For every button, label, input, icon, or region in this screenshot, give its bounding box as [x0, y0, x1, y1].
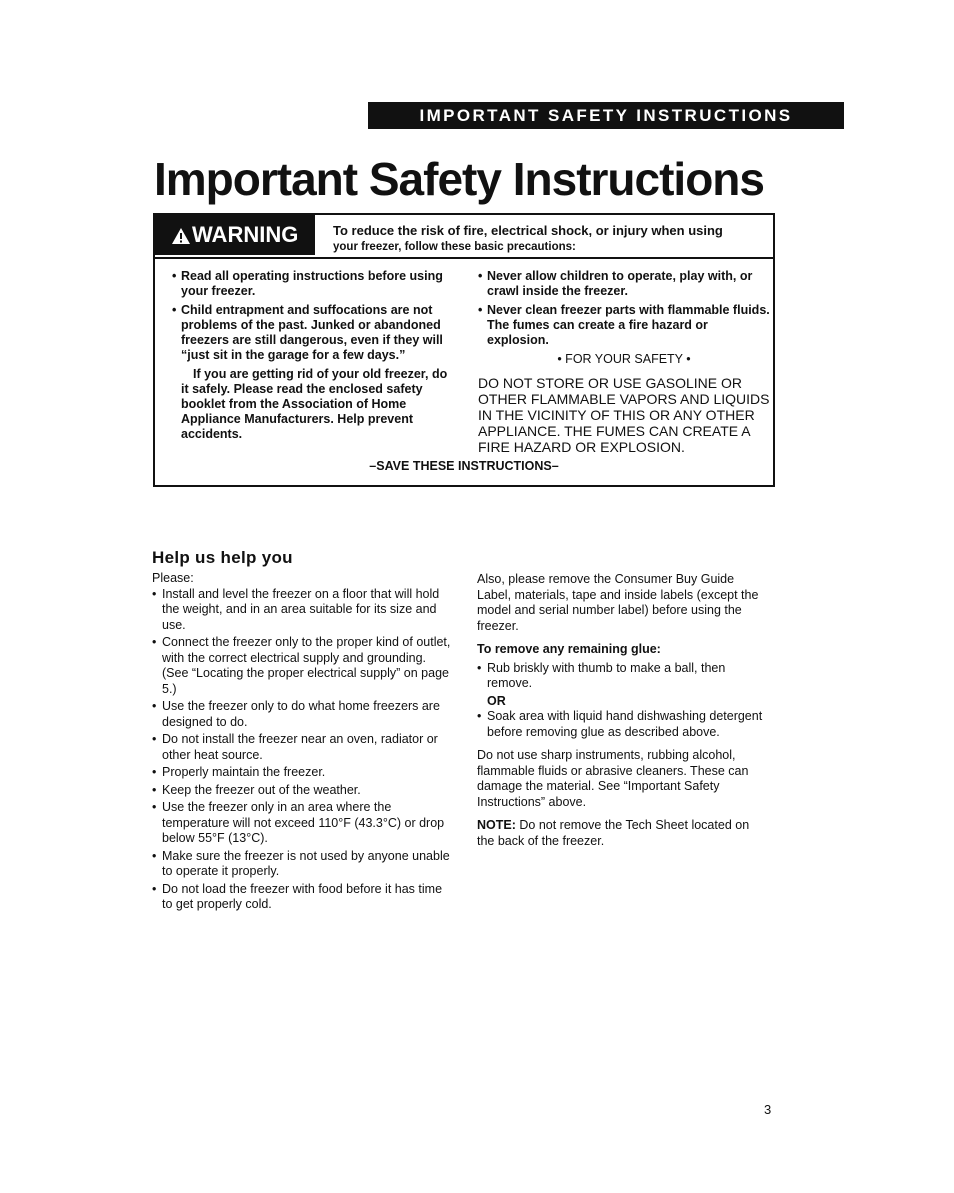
warning-left-column — [172, 269, 452, 442]
page-title: Important Safety Instructions — [154, 153, 764, 205]
warning-badge-label: WARNING — [192, 222, 299, 247]
help-intro: Please: — [152, 571, 194, 585]
warning-item: • Never allow children to operate, play with, or crawl inside the freezer. — [478, 269, 770, 299]
warning-right-column — [478, 269, 770, 455]
help-item: • Do not install the freezer near an oven, radiator or other heat source. — [152, 732, 452, 763]
for-your-safety-label: • FOR YOUR SAFETY • — [557, 352, 691, 366]
disposal-paragraph-line1: If you are getting rid of your old freezer, — [193, 367, 429, 381]
disposal-paragraph-rest: do it safely. Please read the enclosed safety booklet from the Association of Home Appliance Manufacturers. Help prevent accidents. — [181, 367, 448, 441]
label-removal-paragraph: Also, please remove the Consumer Buy Guide Label, materials, tape and inside labels (except the model and serial number label) before using the freezer. — [477, 572, 759, 633]
note-label: NOTE: — [477, 818, 516, 832]
note-text: Do not remove the Tech Sheet located on the back of the freezer. — [477, 818, 750, 848]
help-heading: Help us help you — [152, 548, 293, 567]
note-paragraph — [477, 818, 769, 849]
help-left-column — [152, 571, 452, 915]
help-item: • Use the freezer only in an area where the temperature will not exceed 110°F (43.3°C) or drop below 55°F (13°C). — [152, 800, 452, 847]
help-item: • Keep the freezer out of the weather. — [152, 783, 452, 799]
glue-heading: To remove any remaining glue: — [477, 642, 661, 656]
cleaning-caution-paragraph: Do not use sharp instruments, rubbing alcohol, flammable fluids or abrasive cleaners. These can damage the material. See “Important Safety Instructions” above. — [477, 748, 749, 809]
save-instructions-line: –SAVE THESE INSTRUCTIONS– — [369, 459, 559, 473]
help-right-column — [477, 572, 769, 849]
help-item: • Connect the freezer only to the proper kind of outlet, with the correct electrical supply and grounding. (See “Locating the proper electrical supply” on page 5.) — [152, 635, 452, 697]
help-item: • Do not load the freezer with food before it has time to get properly cold. — [152, 882, 452, 913]
header-banner: IMPORTANT SAFETY INSTRUCTIONS — [368, 102, 844, 129]
gasoline-warning: DO NOT STORE OR USE GASOLINE OR OTHER FLAMMABLE VAPORS AND LIQUIDS IN THE VICINITY OF THIS OR ANY OTHER APPLIANCE. THE FUMES CAN CREATE A FIRE HAZARD OR EXPLOSION. — [478, 375, 770, 455]
page-number: 3 — [764, 1102, 772, 1117]
warning-intro — [333, 223, 763, 255]
help-item: • Make sure the freezer is not used by anyone unable to operate it properly. — [152, 849, 452, 880]
glue-item: • Rub briskly with thumb to make a ball, then remove. — [477, 661, 769, 692]
warning-triangle-icon — [171, 227, 191, 245]
warning-badge — [155, 215, 315, 255]
warning-divider — [155, 257, 773, 259]
warning-item: • Child entrapment and suffocations are not problems of the past. Junked or abandoned freezers are still dangerous, even if they will “just sit in the garage for a few days.” — [172, 303, 452, 363]
help-item: • Properly maintain the freezer. — [152, 765, 452, 781]
warning-item: • Never clean freezer parts with flammable fluids. The fumes can create a fire hazard or explosion. — [478, 303, 770, 348]
warning-item: • Read all operating instructions before using your freezer. — [172, 269, 452, 299]
glue-item: • Soak area with liquid hand dishwashing detergent before removing glue as described above. — [477, 709, 769, 740]
help-item: • Install and level the freezer on a floor that will hold the weight, and in an area suitable for its size and use. — [152, 587, 452, 634]
warning-box — [153, 213, 775, 487]
warning-intro-line1: To reduce the risk of fire, electrical shock, or injury when using — [333, 223, 723, 238]
help-item: • Use the freezer only to do what home freezers are designed to do. — [152, 699, 452, 730]
disposal-paragraph — [172, 367, 452, 442]
warning-intro-line2: your freezer, follow these basic precautions: — [333, 241, 576, 253]
or-separator: OR — [487, 693, 506, 708]
